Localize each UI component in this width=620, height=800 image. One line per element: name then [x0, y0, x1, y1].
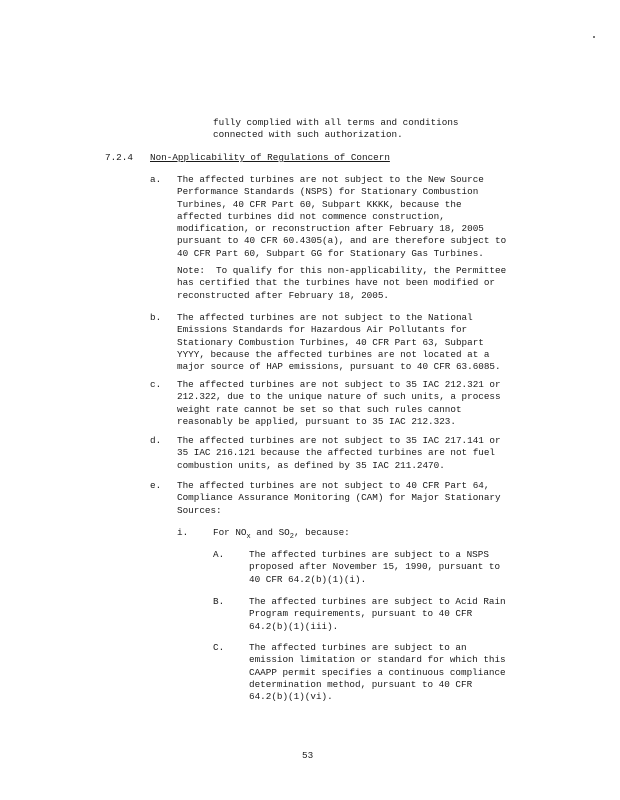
text-line: pursuant to 40 CFR 60.4305(a), and are therefore subject to [177, 235, 507, 247]
text-line: The affected turbines are not subject to 35 IAC 217.141 or [177, 435, 501, 446]
scan-speck [593, 36, 595, 38]
text-line: The affected turbines are subject to a NSPS [249, 549, 489, 560]
text-line: reasonably be applied, pursuant to 35 IAC 212.323. [177, 415, 456, 427]
text-line: 40 CFR Part 60, Subpart GG for Stationary Gas Turbines. [177, 247, 484, 259]
item-label: a. [150, 174, 162, 185]
text-line: 64.2(b)(1)(iii). [249, 620, 339, 632]
text-line: YYYY, because the affected turbines are not located at a [177, 348, 490, 360]
item-label: B. [213, 596, 225, 607]
item-label: i. [177, 527, 189, 538]
item-c-paragraph [177, 379, 501, 428]
text-line: modification, or reconstruction after February 18, 2005 [177, 223, 484, 235]
text-line: emission limitation or standard for which this [249, 654, 506, 666]
text-line: weight rate cannot be set so that such rules cannot [177, 403, 462, 415]
text-fragment: , because: [293, 527, 350, 538]
text-line: Stationary Combustion Turbines, 40 CFR Part 63, Subpart [177, 336, 484, 348]
text-line: The affected turbines are not subject to 35 IAC 212.321 or [177, 379, 501, 390]
text-line: Performance Standards (NSPS) for Stationary Combustion [177, 186, 479, 198]
sub-item-i-text [213, 527, 350, 543]
item-b-paragraph [177, 312, 501, 373]
text-line: connected with such authorization. [213, 129, 403, 141]
text-line: 35 IAC 216.121 because the affected turbines are not fuel [177, 447, 496, 459]
text-line: major source of HAP emissions, pursuant to 40 CFR 63.6085. [177, 361, 501, 373]
item-label: c. [150, 379, 162, 390]
page-number: 53 [302, 750, 314, 761]
item-label: b. [150, 312, 162, 323]
sub-item-B-paragraph [249, 596, 506, 633]
text-line: Program requirements, pursuant to 40 CFR [249, 608, 473, 620]
continuation-paragraph [213, 117, 458, 142]
text-line: CAAPP permit specifies a continuous compliance [249, 666, 506, 678]
item-label: C. [213, 642, 225, 653]
text-line: The affected turbines are not subject to 40 CFR Part 64, [177, 480, 490, 491]
item-label: e. [150, 480, 162, 491]
text-line: Emissions Standards for Hazardous Air Pollutants for [177, 324, 468, 336]
text-line: 64.2(b)(1)(vi). [249, 691, 333, 703]
text-fragment: and SO [250, 527, 290, 538]
item-label: A. [213, 549, 225, 560]
text-fragment: For NO [213, 527, 247, 538]
text-line: The affected turbines are not subject to the National [177, 312, 473, 323]
section-number: 7.2.4 [105, 152, 133, 163]
text-line: determination method, pursuant to 40 CFR [249, 678, 473, 690]
text-line: Compliance Assurance Monitoring (CAM) for Major Stationary [177, 492, 501, 504]
text-line: The affected turbines are not subject to the New Source [177, 174, 484, 185]
text-line: has certified that the turbines have not been modified or [177, 277, 496, 289]
text-line: 40 CFR 64.2(b)(1)(i). [249, 573, 367, 585]
item-label: d. [150, 435, 162, 446]
text-line: 212.322, due to the unique nature of such units, a process [177, 391, 501, 403]
subscript: x [246, 532, 251, 541]
text-line: Turbines, 40 CFR Part 60, Subpart KKKK, because the [177, 198, 462, 210]
subscript: 2 [289, 532, 294, 541]
sub-item-A-paragraph [249, 549, 500, 586]
text-line: proposed after November 15, 1990, pursuant to [249, 561, 501, 573]
item-a-note [177, 265, 506, 302]
text-line: combustion units, as defined by 35 IAC 211.2470. [177, 459, 445, 471]
text-line: reconstructed after February 18, 2005. [177, 289, 390, 301]
text-line: affected turbines did not commence construction, [177, 210, 445, 222]
text-line: fully complied with all terms and conditions [213, 117, 459, 128]
item-a-paragraph [177, 174, 506, 260]
sub-item-C-paragraph [249, 642, 506, 703]
section-heading: Non-Applicability of Regulations of Concern [150, 152, 390, 163]
item-e-paragraph [177, 480, 501, 517]
text-line: Sources: [177, 504, 222, 516]
text-line: The affected turbines are subject to Acid Rain [249, 596, 506, 607]
text-line: Note: To qualify for this non-applicability, the Permittee [177, 265, 507, 276]
text-line: The affected turbines are subject to an [249, 642, 467, 653]
item-d-paragraph [177, 435, 501, 472]
